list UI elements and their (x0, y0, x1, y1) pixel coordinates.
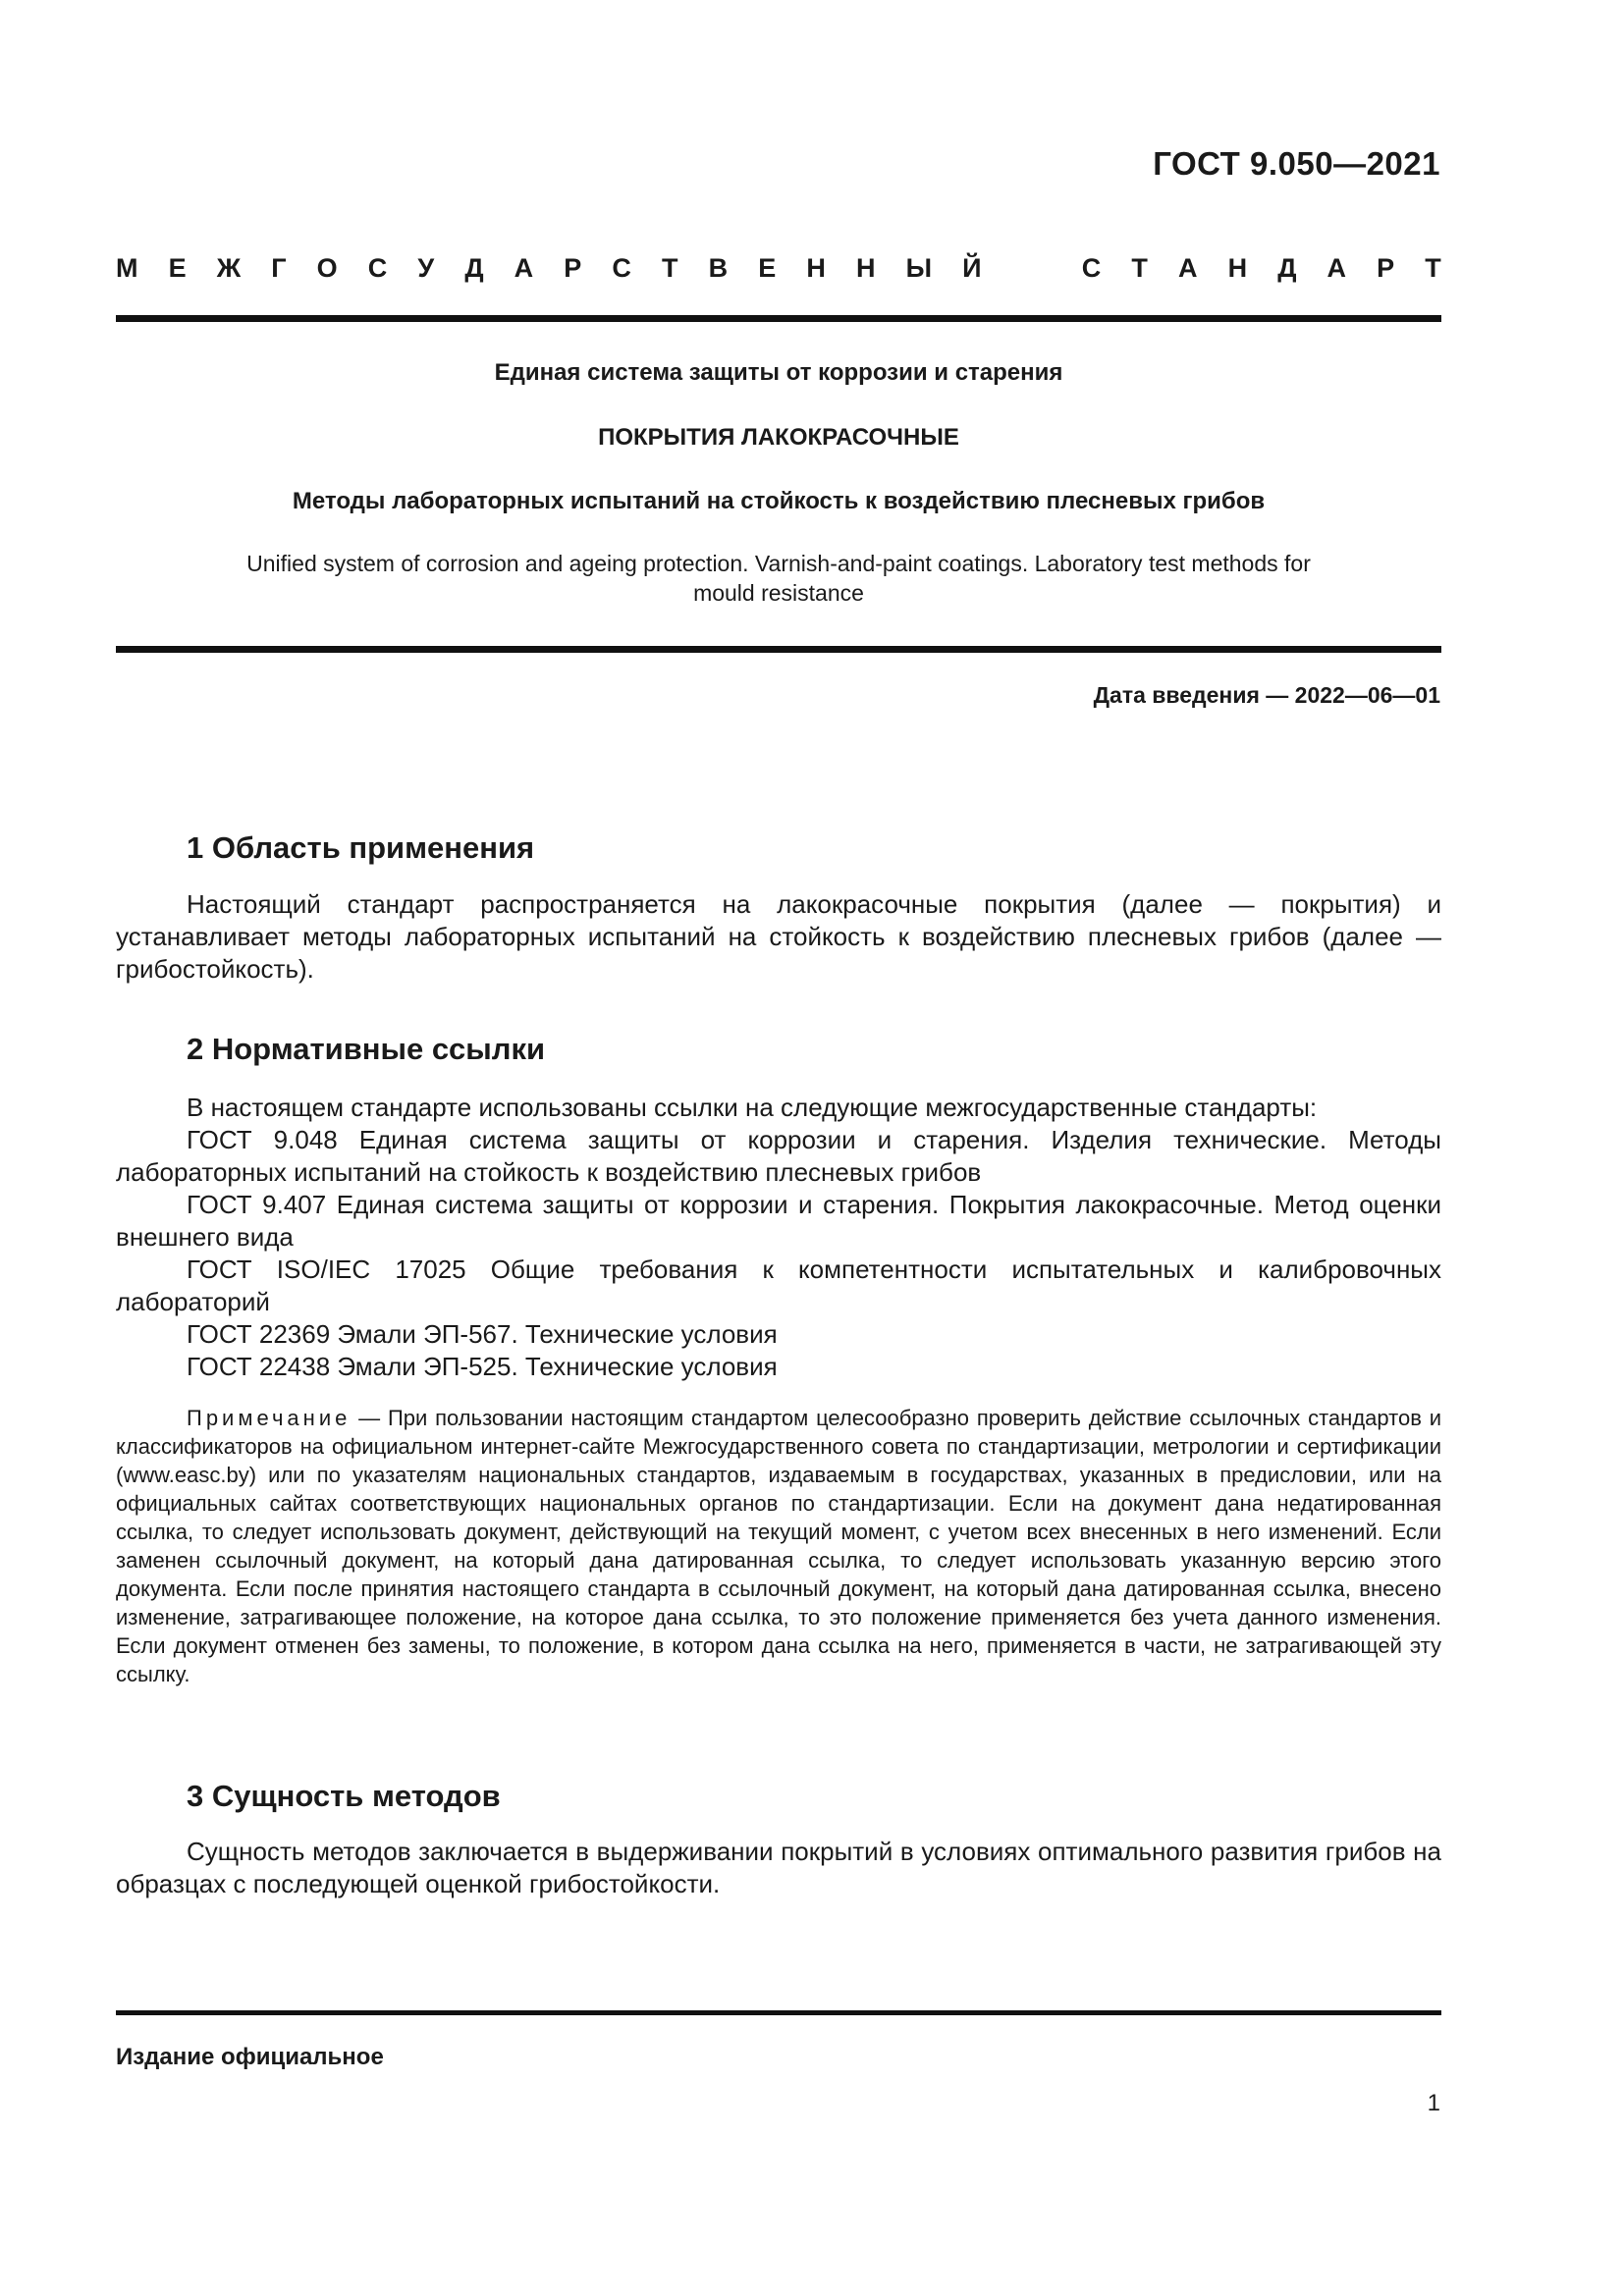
banner-letter: А (1177, 253, 1198, 283)
main-title: ПОКРЫТИЯ ЛАКОКРАСОЧНЫЕ (598, 424, 959, 451)
introduction-date: Дата введения — 2022—06—01 (1093, 682, 1440, 708)
footer-rule (116, 2010, 1441, 2015)
banner-letter: Р (1377, 253, 1395, 283)
banner-letter: Т (1131, 253, 1148, 283)
section-2-body (116, 1092, 1441, 1383)
banner-letter: Т (1425, 253, 1441, 283)
top-rule (116, 315, 1441, 322)
references-note (116, 1404, 1441, 1688)
banner-letter: Н (1227, 253, 1248, 283)
banner-letter: Й (962, 253, 982, 283)
banner-letter: У (417, 253, 435, 283)
banner-letter: А (1326, 253, 1347, 283)
banner-letter: А (514, 253, 534, 283)
interstate-standard-banner (116, 253, 1441, 284)
reference-item: ГОСТ 9.407 Единая система защиты от коррозии и старения. Покрытия лакокрасочные. Метод оценки внешнего вида (116, 1190, 1441, 1252)
banner-letter: М (116, 253, 138, 283)
reference-item: ГОСТ 9.048 Единая система защиты от коррозии и старения. Изделия технические. Методы лабораторных испытаний на стойкость к воздействию плесневых грибов (116, 1125, 1441, 1187)
reference-item: ГОСТ ISO/IEC 17025 Общие требования к компетентности испытательных и калибровочных лабораторий (116, 1255, 1441, 1316)
banner-letter: Н (806, 253, 826, 283)
series-title: Единая система защиты от коррозии и старения (494, 359, 1063, 386)
english-title: Unified system of corrosion and ageing protection. Varnish-and-paint coatings. Laboratory test methods for mould resistance (246, 551, 1311, 606)
banner-letter: О (316, 253, 338, 283)
banner-letter: С (367, 253, 388, 283)
section-2-intro: В настоящем стандарте использованы ссылки на следующие межгосударственные стандарты: (187, 1093, 1318, 1122)
banner-letter: С (1081, 253, 1102, 283)
section-1-heading: 1 Область применения (187, 830, 535, 865)
reference-item: ГОСТ 22438 Эмали ЭП-525. Технические условия (187, 1352, 778, 1381)
section-3-paragraph: Сущность методов заключается в выдерживании покрытий в условиях оптимального развития грибов на образцах с последующей оценкой грибостойкости. (116, 1837, 1441, 1898)
banner-letter: Н (855, 253, 876, 283)
section-1-paragraph: Настоящий стандарт распространяется на лакокрасочные покрытия (далее — покрытия) и устанавливает методы лабораторных испытаний на стойкость к воздействию плесневых грибов (далее — грибостойкость). (116, 889, 1441, 984)
banner-letter: Г (271, 253, 287, 283)
section-1-body (116, 888, 1441, 986)
section-3-heading: 3 Сущность методов (187, 1779, 501, 1813)
official-edition-label: Издание официальное (116, 2044, 384, 2070)
page-number: 1 (1427, 2090, 1440, 2116)
section-2-heading: 2 Нормативные ссылки (187, 1032, 546, 1066)
note-label: Примечание (187, 1406, 352, 1430)
banner-letter: Д (1277, 253, 1297, 283)
section-3-body (116, 1836, 1441, 1900)
banner-letter: С (612, 253, 631, 283)
note-text: — При пользовании настоящим стандартом целесообразно проверить действие ссылочных стандартов и классификаторов на официальном интернет-сайте Межгосударственного совета по стандартизации, метрологии и сертификации (www.easc.by) или по указателям национальных стандартов, издаваемым в государствах, указанных в предисловии, или на официальных сайтах соответствующих национальных органов по стандартизации. Если на документ дана недатированная ссылка, то следует использовать документ, действующий на текущий момент, с учетом всех внесенных в него изменений. Если заменен ссылочный документ, на который дана датированная ссылка, то следует использовать указанную версию этого документа. Если после принятия настоящего стандарта в ссылочный документ, на который дана датированная ссылка, внесено изменение, затрагивающее положение, на которое дана ссылка, то это положение применяется без учета данного изменения. Если документ отменен без замены, то положение, в котором дана ссылка на него, применяется в части, не затрагивающей эту ссылку. (116, 1406, 1441, 1686)
banner-letter: Е (758, 253, 777, 283)
banner-letter: Ы (905, 253, 933, 283)
banner-word-gap (1012, 253, 1052, 284)
banner-letter: В (708, 253, 729, 283)
standard-number: ГОСТ 9.050—2021 (1153, 145, 1440, 182)
subtitle: Методы лабораторных испытаний на стойкость к воздействию плесневых грибов (292, 488, 1266, 514)
banner-letter: Ж (216, 253, 242, 283)
title-bottom-rule (116, 646, 1441, 653)
banner-letter: Е (168, 253, 187, 283)
reference-item: ГОСТ 22369 Эмали ЭП-567. Технические условия (187, 1319, 778, 1349)
banner-letter: Т (662, 253, 678, 283)
banner-letter: Р (564, 253, 582, 283)
banner-letter: Д (464, 253, 484, 283)
